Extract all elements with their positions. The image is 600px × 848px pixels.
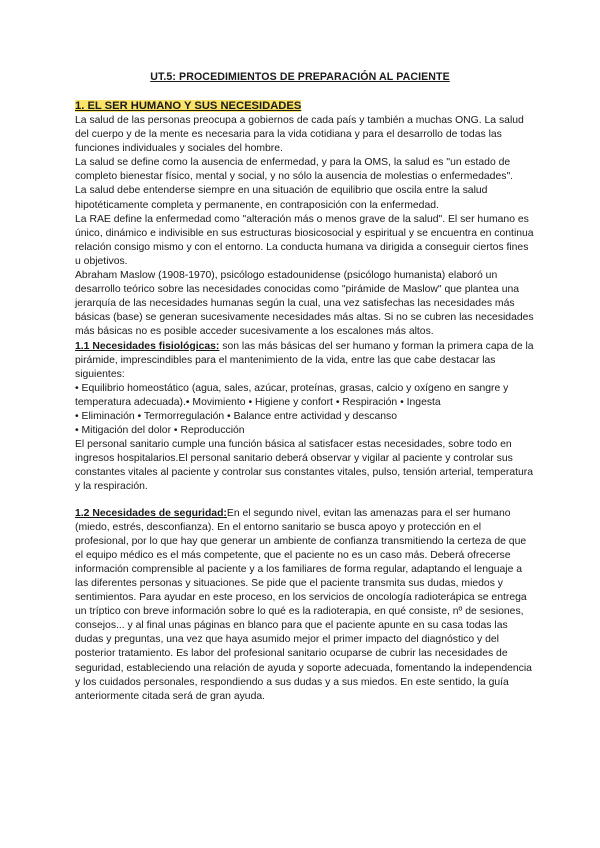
paragraph: El personal sanitario cumple una función básica al satisfacer estas necesidades, sobre todo en ingresos hospitalarios.El personal sanitario deberá observar y vigilar al paciente y controlar sus constantes vitales al paciente y controlar sus constantes vitales, pulso, tensión arterial, temperatura y la respiración.	[75, 439, 534, 493]
section-1-heading-text: 1. EL SER HUMANO Y SUS NECESIDADES	[75, 100, 302, 112]
paragraph: La RAE define la enfermedad como "alteración más o menos grave de la salud". El ser humano es único, dinámico e indivisible en sus estructuras biosicosocial y espiritual y se encuentra en continua relación consigo mismo y con el entorno. La conducta humana va dirigida a conseguir ciertos fines u objetivos.	[75, 213, 534, 267]
section-1-1-intro: son las más básicas del ser humano y forman la primera capa de la pirámide, imprescindibles para el mantenimiento de la vida, entre las que cabe destacar las siguientes:	[75, 340, 534, 380]
section-1-2-heading: 1.2 Necesidades de seguridad:	[75, 507, 227, 519]
document-title: UT.5: PROCEDIMIENTOS DE PREPARACIÓN AL PACIENTE	[150, 71, 450, 83]
paragraph: Abraham Maslow (1908-1970), psicólogo estadounidense (psicólogo humanista) elaboró un desarrollo teórico sobre las necesidades conocidas como "pirámide de Maslow" que plantea una jerarquía de las necesidades humanas según la cual, una vez satisfechas las necesidades más básicas (base) se generan sucesivamente necesidades más altas. Si no se cubren las necesidades más básicas no es posible acceder sucesivamente a los escalones más altos.	[75, 270, 534, 338]
section-1-heading	[75, 98, 537, 114]
section-1-1-heading: 1.1 Necesidades fisiológicas:	[75, 340, 220, 352]
paragraph: La salud se define como la ausencia de enfermedad, y para la OMS, la salud es "un estado de completo bienestar físico, mental y social, y no sólo la ausencia de molestias o enfermedades".	[75, 157, 514, 183]
section-1-2-paragraph	[75, 507, 537, 704]
section-1-1-paragraph	[75, 340, 537, 382]
paragraph: La salud de las personas preocupa a gobiernos de cada país y también a muchas ONG. La salud del cuerpo y de la mente es necesaria para la vida cotidiana y para el desarrollo de todas las funciones individuales y sociales del hombre.	[75, 115, 524, 155]
bullet-line: • Mitigación del dolor • Reproducción	[75, 425, 245, 437]
section-1-2-text: En el segundo nivel, evitan las amenazas para el ser humano (miedo, estrés, desconfianza). En el entorno sanitario se busca apoyo y protección en el profesional, por lo que hay que generar un ambiente de confianza transmitiendo la certeza de que el equipo médico es el más competente, que el paciente no es un caso más. Deberá ofrecerse información comprensible al paciente y a los familiares de forma regular, adaptando el lenguaje a las diferentes personas y situaciones. Se pide que el paciente transmita sus dudas, miedos y sentimientos. Para ayudar en este proceso, en los servicios de oncología radioterápica se entrega un tríptico con breve información sobre lo qué es la radioterapia, en qué consiste, nº de sesiones, consejos... y al final unas páginas en blanco para que el paciente apunte en su casa todas las dudas y preguntas, una vez que haya asumido mejor el primer impacto del diagnóstico y del posterior tratamiento. Es labor del profesional sanitario ocuparse de cubrir las necesidades de seguridad, estableciendo una relación de ayuda y soporte adecuada, fomentando la independencia y los cuidados personales, respondiendo a sus dudas y a sus miedos. En este sentido, la guía anteriormente citada será de gran ayuda.	[75, 507, 532, 702]
bullet-line: • Equilibrio homeostático (agua, sales, azúcar, proteínas, grasas, calcio y oxígeno en sangre y temperatura adecuada).• Movimiento • Higiene y confort • Respiración • Ingesta	[75, 382, 509, 408]
document-body	[75, 98, 537, 704]
spacer	[75, 495, 537, 507]
paragraph: La salud debe entenderse siempre en una situación de equilibrio que oscila entre la salud hipotéticamente completa y permanente, en contraposición con la enfermedad.	[75, 185, 488, 211]
bullet-line: • Eliminación • Termorregulación • Balance entre actividad y descanso	[75, 410, 398, 422]
